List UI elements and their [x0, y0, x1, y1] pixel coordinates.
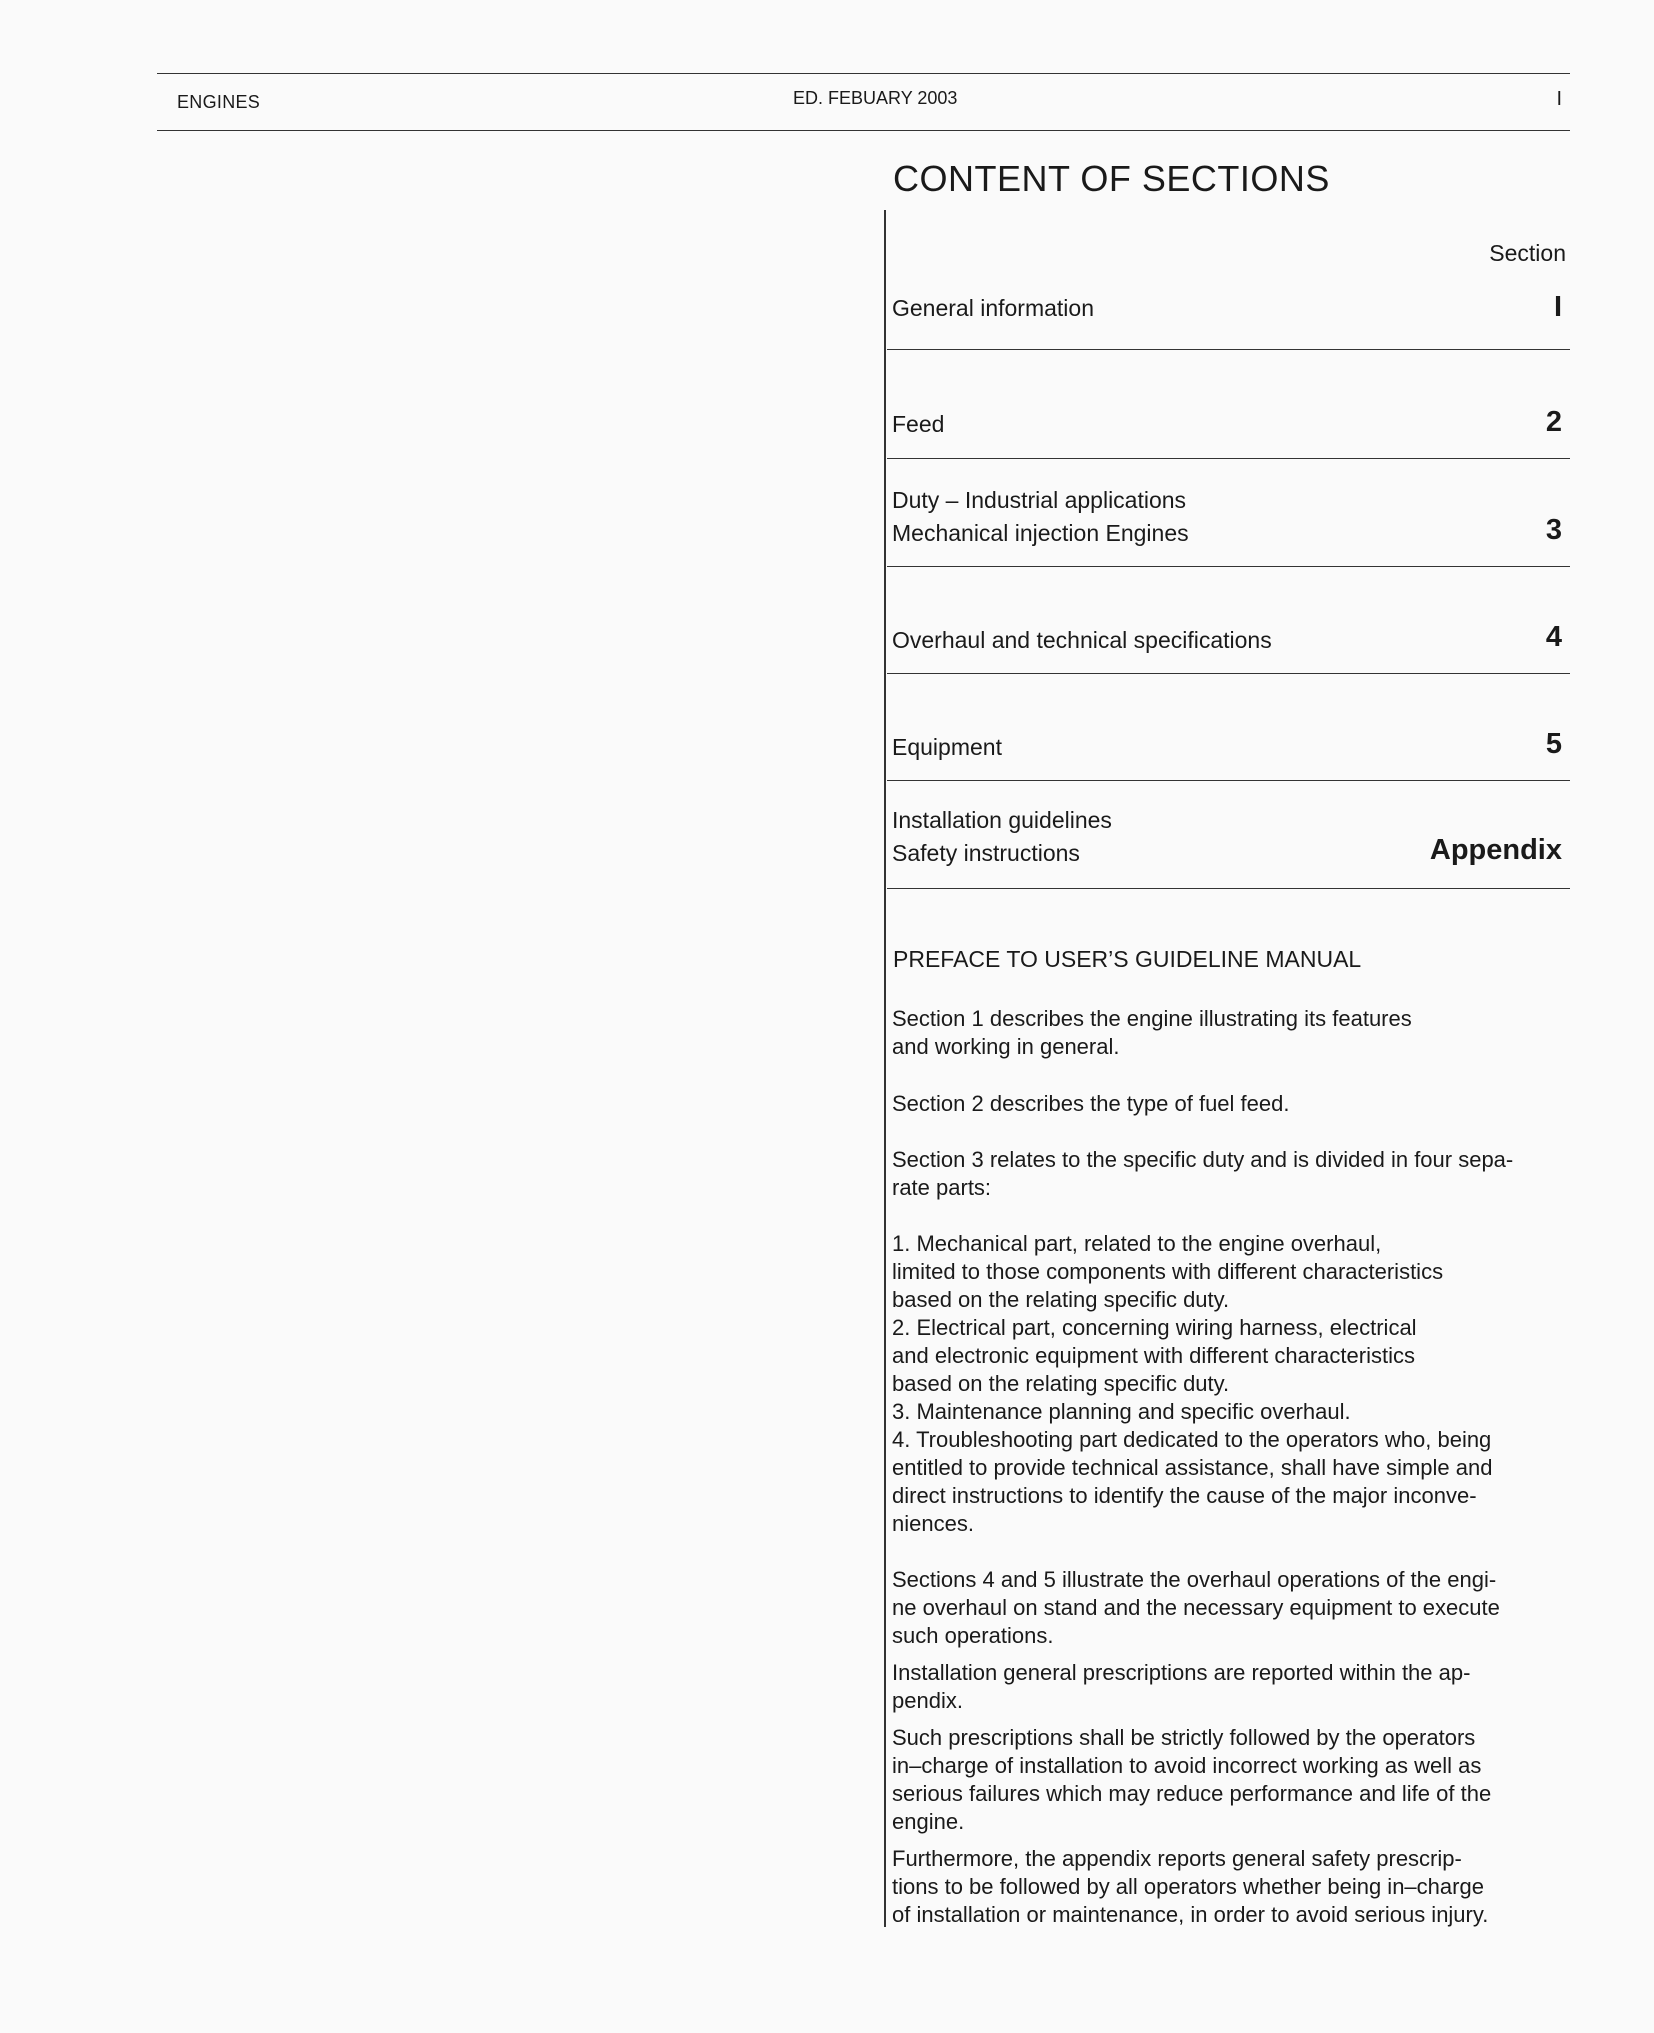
text-line: in–charge of installation to avoid incorrect working as well as	[892, 1753, 1482, 1778]
text-line: 2. Electrical part, concerning wiring harness, electrical	[892, 1315, 1417, 1340]
toc-section-number: 2	[1545, 406, 1562, 438]
toc-section-number: I	[1553, 291, 1562, 323]
section-column-header: Section	[1489, 240, 1566, 266]
preface-paragraph	[892, 1566, 1552, 1650]
preface-paragraph	[892, 1724, 1552, 1836]
text-line: Installation general prescriptions are reported within the ap-	[892, 1660, 1471, 1685]
text-line: entitled to provide technical assistance, shall have simple and	[892, 1455, 1493, 1480]
toc-row-equipment	[887, 674, 1570, 781]
preface-paragraph	[892, 1005, 1552, 1061]
preface-paragraph	[892, 1659, 1552, 1715]
toc-row-overhaul	[887, 567, 1570, 674]
toc-section-appendix: Appendix	[1429, 834, 1562, 866]
text-line: pendix.	[892, 1688, 963, 1713]
toc-section-number: 5	[1545, 728, 1562, 760]
toc-line: Equipment	[892, 734, 1002, 760]
toc-label	[892, 624, 1272, 657]
text-line: ne overhaul on stand and the necessary equipment to execute	[892, 1595, 1500, 1620]
toc-line: General information	[892, 295, 1094, 321]
toc-line: Installation guidelines	[892, 807, 1112, 833]
toc-label	[892, 731, 1002, 764]
toc-label	[892, 804, 1112, 870]
text-line: tions to be followed by all operators whether being in–charge	[892, 1874, 1484, 1899]
toc-row-general-information	[887, 280, 1570, 350]
text-line: limited to those components with different characteristics	[892, 1259, 1444, 1284]
text-line: and working in general.	[892, 1034, 1120, 1059]
text-line: engine.	[892, 1809, 965, 1834]
text-line: rate parts:	[892, 1175, 992, 1200]
toc-line: Overhaul and technical specifications	[892, 627, 1272, 653]
toc-row-duty	[887, 459, 1570, 567]
page-title: CONTENT OF SECTIONS	[893, 158, 1330, 199]
preface-paragraph	[892, 1146, 1552, 1202]
toc-line: Duty – Industrial applications	[892, 487, 1187, 513]
toc-label	[892, 484, 1189, 550]
header-page-number: I	[1556, 88, 1562, 110]
preface-list	[892, 1230, 1552, 1538]
text-line: 3. Maintenance planning and specific overhaul.	[892, 1399, 1351, 1424]
text-line: serious failures which may reduce performance and life of the	[892, 1781, 1492, 1806]
toc-line: Feed	[892, 411, 945, 437]
text-line: Section 3 relates to the specific duty and is divided in four sepa-	[892, 1147, 1514, 1172]
text-line: Sections 4 and 5 illustrate the overhaul operations of the engi-	[892, 1567, 1497, 1592]
page-header	[157, 73, 1570, 131]
text-line: 1. Mechanical part, related to the engine overhaul,	[892, 1231, 1382, 1256]
header-edition: ED. FEBUARY 2003	[793, 88, 958, 108]
toc-section-number: 3	[1545, 514, 1562, 546]
text-line: direct instructions to identify the cause of the major inconve-	[892, 1483, 1477, 1508]
toc-line: Safety instructions	[892, 840, 1080, 866]
text-line: 4. Troubleshooting part dedicated to the operators who, being	[892, 1427, 1492, 1452]
text-line: such operations.	[892, 1623, 1054, 1648]
text-line: Furthermore, the appendix reports general safety prescrip-	[892, 1846, 1462, 1871]
toc-section-number: 4	[1545, 621, 1562, 653]
preface-paragraph	[892, 1845, 1552, 1929]
toc-line: Mechanical injection Engines	[892, 520, 1189, 546]
toc-label	[892, 292, 1094, 325]
text-line: and electronic equipment with different characteristics	[892, 1343, 1415, 1368]
text-line: Such prescriptions shall be strictly followed by the operators	[892, 1725, 1476, 1750]
text-line: Section 2 describes the type of fuel feed.	[892, 1091, 1290, 1116]
text-line: based on the relating specific duty.	[892, 1287, 1230, 1312]
text-line: niences.	[892, 1511, 974, 1536]
preface-title: PREFACE TO USER’S GUIDELINE MANUAL	[893, 946, 1362, 972]
text-line: Section 1 describes the engine illustrating its features	[892, 1006, 1412, 1031]
text-line: of installation or maintenance, in order to avoid serious injury.	[892, 1902, 1489, 1927]
toc-row-appendix	[887, 781, 1570, 889]
vertical-divider	[884, 210, 886, 1927]
preface-paragraph	[892, 1090, 1552, 1118]
header-engines: ENGINES	[177, 92, 261, 112]
toc-row-feed	[887, 350, 1570, 459]
text-line: based on the relating specific duty.	[892, 1371, 1230, 1396]
toc-label	[892, 408, 944, 441]
